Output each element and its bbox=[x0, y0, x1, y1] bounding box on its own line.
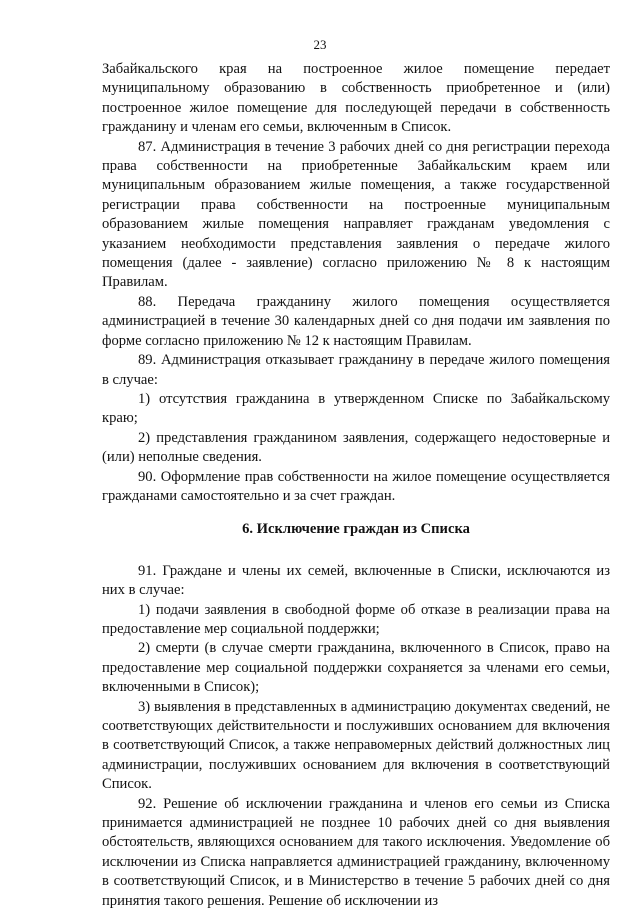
paragraph-p89-2: 2) представления гражданином заявления, содержащего недостоверные и (или) неполные сведения. bbox=[102, 429, 610, 466]
paragraph-p89-1: 1) отсутствия гражданина в утвержденном Списке по Забайкальскому краю; bbox=[102, 390, 610, 427]
paragraph-p-cont: Забайкальского края на построенное жилое помещение передает муниципальному образованию в собственность приобретенное и (или) построенное жилое помещение для последующей передачи в собственность гражданину и членам его семьи, включенным в Список. bbox=[102, 61, 610, 136]
paragraphs-before-section bbox=[102, 60, 610, 506]
paragraph-p89: 89. Администрация отказывает гражданину в передаче жилого помещения в случае: bbox=[102, 352, 610, 388]
paragraph-p90: 90. Оформление прав собственности на жилое помещение осуществляется гражданами самостоятельно и за счет граждан. bbox=[102, 468, 610, 504]
paragraph-p91-1: 1) подачи заявления в свободной форме об отказе в реализации права на предоставление мер социальной поддержки; bbox=[102, 601, 610, 637]
paragraph-p91-2: 2) смерти (в случае смерти гражданина, включенного в Список, право на предоставление мер социальной поддержки сохраняется за членами его семьи, включенными в Список); bbox=[102, 640, 610, 696]
paragraph-p91-3: 3) выявления в представленных в администрацию документах сведений, не соответствующих действительности и послуживших основанием для включения в соответствующий Список, а также неправомерных действий должностных лиц администрации, послуживших основанием для включения в соответствующий Список. bbox=[102, 698, 610, 793]
document-body bbox=[102, 60, 610, 911]
paragraph-p88: 88. Передача гражданину жилого помещения осуществляется администрацией в течение 30 календарных дней со дня подачи им заявления по форме согласно приложению № 12 к настоящим Правилам. bbox=[102, 293, 610, 349]
page-number: 23 bbox=[313, 37, 327, 52]
paragraph-p92: 92. Решение об исключении гражданина и членов его семьи из Списка принимается администрацией не позднее 10 рабочих дней со дня выявления обстоятельств, являющихся основанием для такого исключения. Уведомление об исключении из Списка направляется администрацией гражданину, включенному в соответствующий Список, и в Министерство в течение 5 рабочих дней со дня принятия такого решения. Решение об исключении из bbox=[102, 795, 610, 909]
paragraph-p87: 87. Администрация в течение 3 рабочих дней со дня регистрации перехода права собственности на приобретенные Забайкальским краем или муниципальным образованием жилые помещения, а также государственной регистрации права собственности на построенные муниципальным образованием жилые помещения направляет гражданам уведомления с указанием необходимости представления заявления о передаче жилого помещения (далее - заявление) согласно приложению № 8 к настоящим Правилам. bbox=[102, 138, 610, 291]
paragraphs-after-section bbox=[102, 562, 610, 911]
paragraph-p91: 91. Граждане и члены их семей, включенные в Списки, исключаются из них в случае: bbox=[102, 562, 610, 599]
section-heading: 6. Исключение граждан из Списка bbox=[242, 521, 470, 538]
